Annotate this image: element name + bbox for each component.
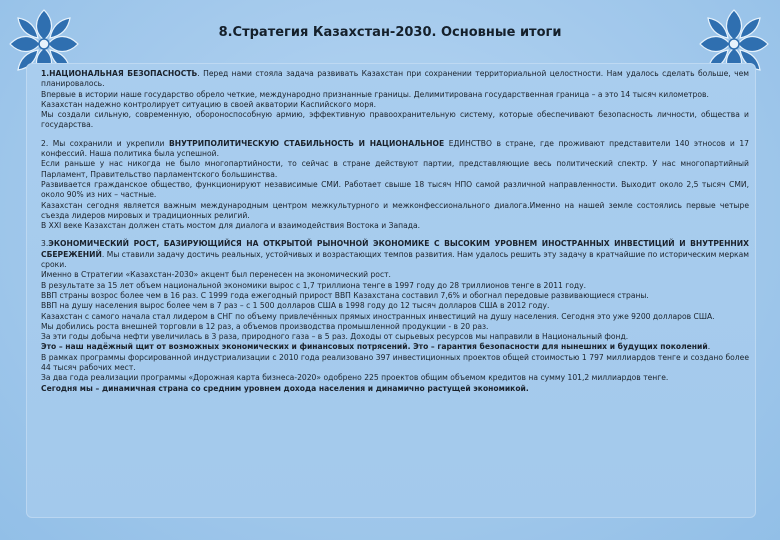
section-3-text: . Мы ставили задачу достичь реальных, устойчивых и возрастающих темпов развития. Нам удалось решить эту задачу в кратчайшие по историческим меркам сроки. [41,249,749,270]
section-3-heading: ЭКОНОМИЧЕСКИЙ РОСТ, БАЗИРУЮЩИЙСЯ НА ОТКРЫТОЙ РЫНОЧНОЙ ЭКОНОМИКЕ С ВЫСОКИМ УРОВНЕМ ИНОСТРАННЫХ ИНВЕСТИЦИЙ И ВНУТРЕННИХ СБЕРЕЖЕНИЙ [41,239,749,259]
section-2-heading: ВНУТРИПОЛИТИЧЕСКУЮ СТАБИЛЬНОСТЬ И НАЦИОНАЛЬНОЕ [169,138,445,148]
section-3-conclusion: Сегодня мы – динамичная страна со средним уровнем дохода населения и динамично растущей экономикой. [41,383,529,393]
section-2-parties: Если раньше у нас никогда не было многопартийности, то сейчас в стране действуют партии, представляющие весь политический спектр. У нас многопартийный Парламент, Правительство парламентского большинства. [41,159,749,179]
section-2-intro: 2. Мы сохранили и укрепили [41,138,169,148]
section-1-army: Мы создали сильную, современную, обороноспособную армию, эффективную правоохранительную систему, которые обеспечивают безопасность личности, общества и государства. [41,110,749,130]
section-3-gdp: ВВП страны возрос более чем в 16 раз. С 1999 года ежегодный прирост ВВП Казахстана составил 7,6% и обогнал передовые развивающиеся страны. [41,290,649,300]
section-3-number: 3. [41,239,49,249]
section-2-civil-society: Развивается гражданское общество, функционируют независимые СМИ. Работает свыше 18 тысяч НПО самой различной направленности. Выходит около 2,5 тысяч СМИ, около 90% из них – частные. [41,179,749,200]
section-1-heading: 1.НАЦИОНАЛЬНАЯ БЕЗОПАСНОСТЬ [41,69,198,78]
section-3-industrialization: В рамках программы форсированной индустриализации с 2010 года реализовано 397 инвестиционных проектов общей стоимостью 1 797 миллиардов тенге и создано более 44 тысяч рабочих мест. [41,352,749,373]
section-3-paragraph [41,239,749,270]
content-text [41,69,749,394]
section-3-economy-volume: В результате за 15 лет объем национальной экономики вырос с 1,7 триллиона тенге в 1997 году до 28 триллионов тенге в 2011 году. [41,280,587,290]
section-1-caspian: Казахстан надежно контролирует ситуацию в своей акватории Каспийского моря. [41,99,376,109]
section-3-strategy: Именно в Стратегии «Казахстан-2030» акцент был перенесен на экономический рост. [41,270,391,280]
slide-title: 8.Стратегия Казахстан-2030. Основные итоги [218,25,562,40]
section-3-shield-end: . [707,342,711,352]
section-1-text: . Перед нами стояла задача развивать Казахстан при сохранении территориальной целостности. Нам удалось сделать больше, чем планировалось. [41,69,749,89]
section-1-borders: Впервые в истории наше государство обрело четкие, международно признанные границы. Делимитирована государственная граница – а это 14 тысяч километров. [41,89,709,99]
section-2-paragraph [41,139,749,160]
section-2-dialogue: Казахстан сегодня является важным международным центром межкультурного и межконфессионального диалога.Именно на нашей земле состоялись первые четыре съезда лидеров мировых и традиционных религий. [41,200,749,220]
section-3-gdp-per-capita: ВВП на душу населения вырос более чем в 7 раз – с 1 500 долларов США в 1998 году до 12 тысяч долларов США в 2012 году. [41,301,550,311]
section-3-shield [41,342,749,352]
section-3-shield-text: Это – наш надёжный щит от возможных экономических и финансовых потрясений. Это – гарантия безопасности для нынешних и будущих поколений [41,342,708,352]
section-3-trade: Мы добились роста внешней торговли в 12 раз, а объемов производства промышленной продукции - в 20 раз. [41,321,489,331]
section-2-bridge: В XXI веке Казахстан должен стать мостом для диалога и взаимодействия Востока и Запада. [41,221,421,231]
section-3-oil-gas: За эти годы добыча нефти увеличилась в 3 раза, природного газа – в 5 раз. Доходы от сырьевых ресурсов мы направили в Национальный фонд. [41,332,629,342]
section-3-investment: Казахстан с самого начала стал лидером в СНГ по объему привлечённых прямых иностранных инвестиций на душу населения. Сегодня это уже 9200 долларов США. [41,311,715,321]
section-1-paragraph [41,69,749,90]
section-3-roadmap: За два года реализации программы «Дорожная карта бизнеса-2020» одобрено 225 проектов общим объемом кредитов на сумму 101,2 миллиардов тенге. [41,373,669,383]
section-2-text: ЕДИНСТВО в стране, где проживают представители 140 этносов и 17 конфессий. Наша политика была успешной. [41,138,749,159]
